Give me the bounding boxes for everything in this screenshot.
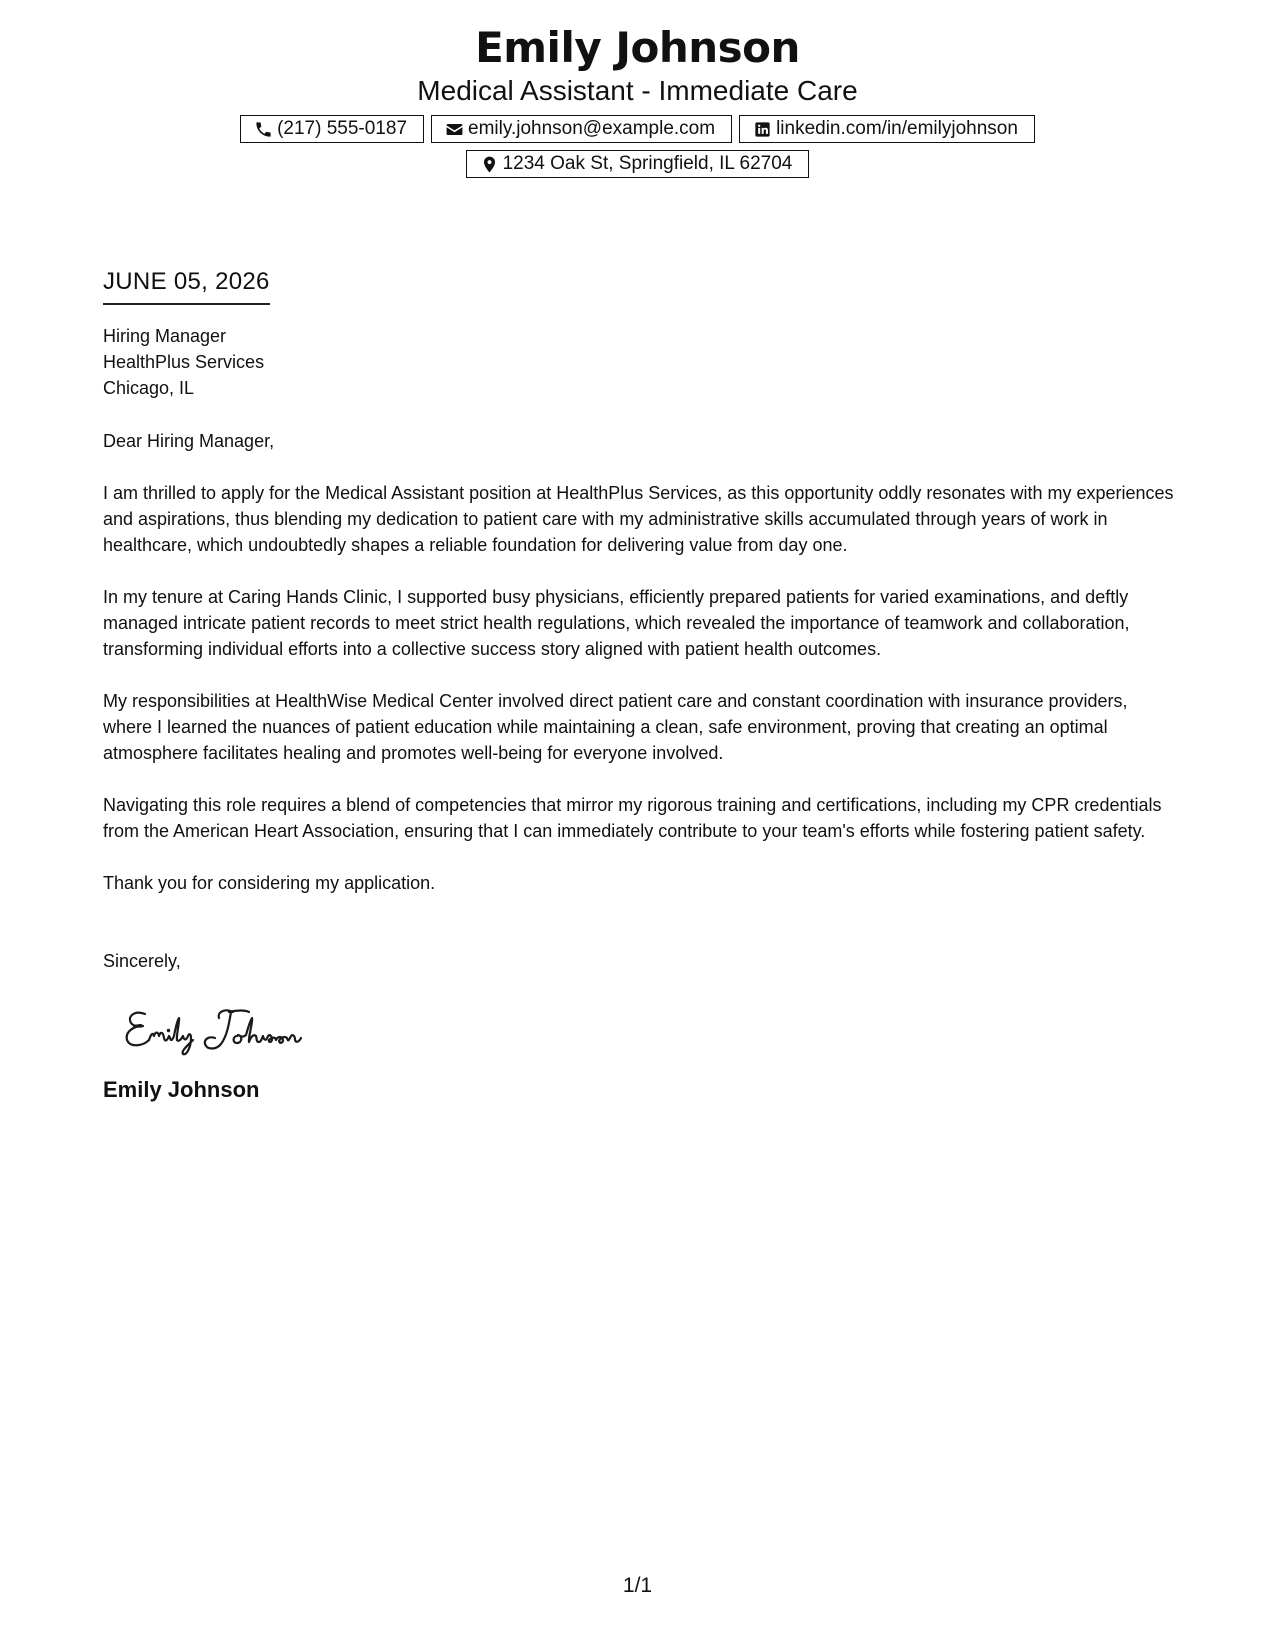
salutation: Dear Hiring Manager, (103, 431, 275, 451)
recipient-company: HealthPlus Services (103, 352, 265, 372)
phone-icon (254, 120, 273, 139)
letter-body (103, 266, 1178, 1104)
applicant-role: Medical Assistant - Immediate Care (417, 75, 858, 106)
email-chip[interactable] (431, 115, 732, 143)
recipient-block (103, 323, 1178, 401)
phone-chip (240, 115, 424, 143)
body-paragraph: I am thrilled to apply for the Medical Assistant position at HealthPlus Services, as this opportunity oddly resonates with my experiences and aspirations, thus blending my dedication to patient care with my administrative skills accumulated through years of work in healthcare, which undoubtedly shapes a reliable foundation for delivering value from day one. (103, 483, 1174, 555)
signer-name: Emily Johnson (103, 1077, 260, 1102)
applicant-name: Emily Johnson (475, 23, 800, 72)
contact-row (0, 115, 1275, 143)
recipient-location: Chicago, IL (103, 378, 195, 398)
body-paragraph: Navigating this role requires a blend of competencies that mirror my rigorous training and certifications, including my CPR credentials from the American Heart Association, ensuring that I can immediately contribute to your team's efforts while fostering patient safety. (103, 795, 1162, 841)
address-chip (466, 150, 810, 178)
map-pin-icon (480, 155, 499, 174)
linkedin-text: linkedin.com/in/emilyjohnson (776, 118, 1018, 139)
contact-row-address (0, 150, 1275, 178)
linkedin-icon (753, 120, 772, 139)
phone-text: (217) 555-0187 (277, 118, 408, 139)
envelope-icon (445, 120, 464, 139)
body-paragraph: My responsibilities at HealthWise Medical Center involved direct patient care and constant coordination with insurance providers, where I learned the nuances of patient education while maintaining a clean, safe environment, proving that creating an optimal atmosphere facilitates healing and promotes well-being for everyone involved. (103, 691, 1128, 763)
closing: Sincerely, (103, 951, 181, 971)
handwritten-signature (121, 996, 1178, 1058)
email-text: emily.johnson@example.com (468, 118, 716, 139)
letter-header (0, 22, 1275, 178)
letter-date: JUNE 05, 2026 (103, 266, 270, 305)
linkedin-chip[interactable] (739, 115, 1035, 143)
body-paragraph: Thank you for considering my application. (103, 873, 436, 893)
body-paragraph: In my tenure at Caring Hands Clinic, I supported busy physicians, efficiently prepared patients for varied examinations, and deftly managed intricate patient records to meet strict health regulations, which revealed the importance of teamwork and collaboration, transforming individual efforts into a collective success story aligned with patient health outcomes. (103, 587, 1130, 659)
address-text: 1234 Oak St, Springfield, IL 62704 (502, 153, 793, 174)
page-number: 1/1 (622, 1574, 653, 1597)
recipient-title: Hiring Manager (103, 326, 227, 346)
